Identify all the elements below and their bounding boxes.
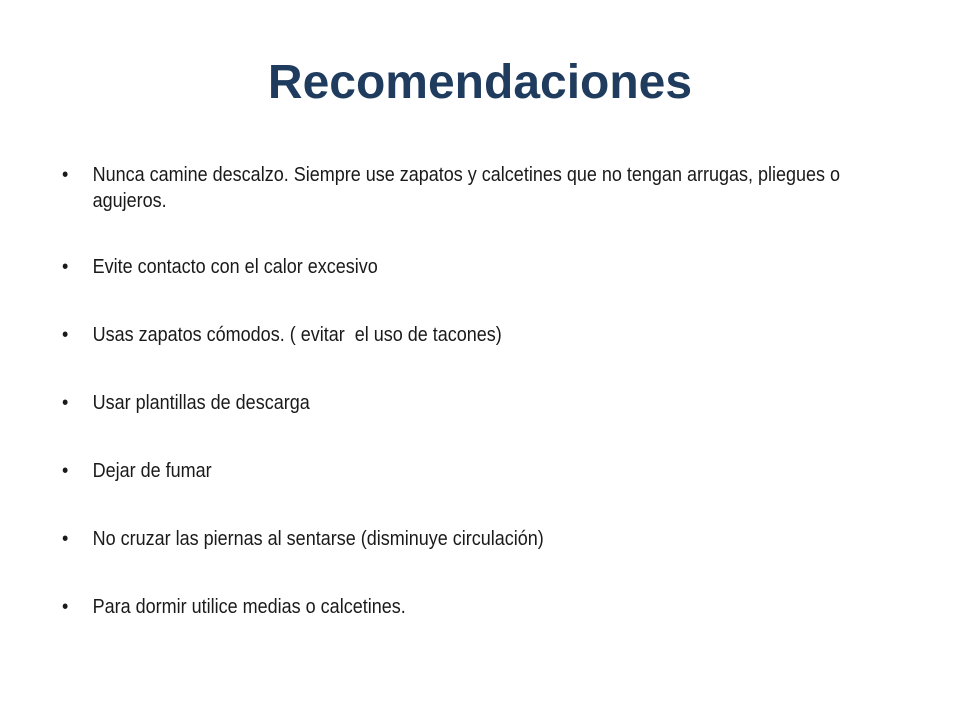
list-item-text: Para dormir utilice medias o calcetines.	[92, 596, 406, 618]
list-item	[62, 594, 903, 620]
list-item	[62, 526, 903, 552]
bullet-icon: •	[62, 164, 69, 186]
recommendation-list	[62, 162, 922, 620]
list-item-text: Usas zapatos cómodos. ( evitar el uso de tacones)	[92, 324, 502, 346]
bullet-icon: •	[62, 392, 69, 414]
list-item-text: Evite contacto con el calor excesivo	[92, 256, 378, 278]
bullet-icon: •	[62, 596, 69, 618]
list-item-text: Usar plantillas de descarga	[92, 392, 310, 414]
list-item	[62, 254, 903, 280]
list-item-text: Dejar de fumar	[92, 460, 212, 482]
bullet-icon: •	[62, 324, 69, 346]
list-item	[62, 458, 903, 484]
bullet-icon: •	[62, 256, 69, 278]
bullet-icon: •	[62, 460, 69, 482]
list-item	[62, 390, 903, 416]
list-item	[62, 322, 903, 348]
bullet-icon: •	[62, 528, 69, 550]
list-item-text: Nunca camine descalzo. Siempre use zapatos y calcetines que no tengan arrugas, pliegues o agujeros.	[92, 164, 841, 212]
list-item-text: No cruzar las piernas al sentarse (disminuye circulación)	[92, 528, 544, 550]
slide-title: Recomendaciones	[267, 56, 693, 109]
list-item	[62, 162, 903, 214]
